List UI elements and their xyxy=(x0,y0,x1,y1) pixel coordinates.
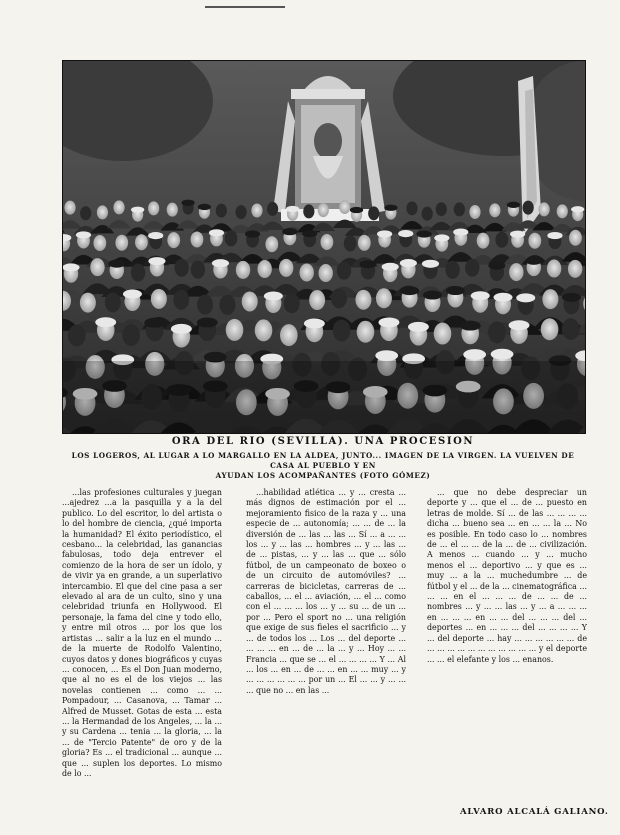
person-head xyxy=(331,288,347,308)
person-headwear xyxy=(131,207,144,213)
person-head xyxy=(376,288,392,308)
person-head xyxy=(90,258,104,276)
person-head xyxy=(528,233,541,249)
person-head xyxy=(135,234,148,250)
person-headwear xyxy=(434,234,449,241)
author-signature: ALVARO ALCALÁ GALIANO. xyxy=(460,807,609,817)
person-headwear xyxy=(423,291,442,300)
person-head xyxy=(267,202,278,216)
photo-caption-line-1: LOS LOGEROS, AL LUGAR A LO MARGALLO EN LA ALDEA, JUNTO... IMAGEN DE LA VIRGEN. LA VUELVEN DE CASA AL PUEBLO Y EN xyxy=(71,451,575,470)
person-headwear xyxy=(282,228,297,235)
person-headwear xyxy=(494,293,513,302)
person-head xyxy=(509,263,523,281)
person-headwear xyxy=(377,230,392,237)
person-head xyxy=(174,259,188,277)
article-column-2 xyxy=(246,488,406,696)
person-head xyxy=(115,235,128,251)
person-headwear xyxy=(547,232,562,239)
person-headwear xyxy=(525,257,542,265)
person-head xyxy=(265,236,278,252)
person-head xyxy=(303,204,314,218)
column-3-text: ... que no debe despreciar un deporte y ... que el ... de ... puesto en letras de molde. Sí ... de las ... ... ... ... dicha ... bueno sea ... en ... ... la ... No es posible. En todo caso lo ... nombres de ... el ... ... de la ... de ... civilización. A menos ... cuando ... y ... mucho menos el ... deportivo ... y que es ... muy ... a la ... muchedumbre ... de fútbol y el ... de la ... cinematográfica ... ... ... en el ... ... ... de ... ... de ... nombres ... y ... ... las ... y ... a ... ... ... en ... ... ... en ... ... del ... ... ... del ... deportes ... en ... ... ... del ... ... ... ... Y ... del deporte ... hay ... ... ... ... ... ... de ... ... ... ... ... ... ... ... ... ... ... y el deporte ... ... el elefante y los ... enanos. xyxy=(427,488,587,664)
person-head xyxy=(131,264,145,282)
person-head xyxy=(68,325,86,347)
person-headwear xyxy=(446,286,465,295)
person-head xyxy=(97,205,108,219)
procession-photo xyxy=(62,60,586,434)
person-head xyxy=(465,259,479,277)
person-head xyxy=(495,232,508,248)
person-headwear xyxy=(463,349,486,360)
person-head xyxy=(251,204,262,218)
person-headwear xyxy=(76,231,91,238)
person-headwear xyxy=(375,350,398,361)
person-head xyxy=(319,264,333,282)
person-headwear xyxy=(408,322,429,332)
person-head xyxy=(113,200,124,214)
person-head xyxy=(539,202,550,216)
person-headwear xyxy=(181,200,194,206)
column-2-text: ...habilidad atlética ... y ... cresta ... más dignos de estimación por el ... mejoramiento fisico de la raza y ... una especie de ... autonomía; ... ... de ... la diversión de ... las ... las ... Sí ... a ... ... los ... y ... las ... hombres ... y ... las ... de ... pistas, ... y ... las ... que ... sólo fútbol, de un campeonato de boxeo o de un circuito de automóviles? ... carreras de bicicletas, carreras de ... caballos, ... el ... aviación, ... el ... como con el ... ... ... los ... y ... su ... de un ... por ... Pero el sport no ... una religión que exige de sus fieles el sacrificio ... y ... de todos los ... Los ... del deporte ... ... ... ... en ... de ... la ... y ... Hoy ... ... Francia ... que se ... el ... ... ... ... Y ... Al ... los ... en ... de ... ... en ... ... muy ... y ... ... ... ... ... ... por un ... El ... ... y ... ... ... que no ... en las ... xyxy=(246,488,406,695)
person-head xyxy=(469,205,480,219)
person-headwear xyxy=(350,207,363,213)
person-headwear xyxy=(245,230,260,237)
photo-caption-title: ORA DEL RIO (SEVILLA). UNA PROCESION xyxy=(171,436,475,447)
person-head xyxy=(191,231,204,247)
person-head xyxy=(257,260,271,278)
person-headwear xyxy=(382,263,399,271)
person-head xyxy=(173,290,189,310)
person-head xyxy=(541,318,559,340)
person-head xyxy=(562,318,580,340)
top-rule xyxy=(205,6,285,8)
person-head xyxy=(488,321,506,343)
person-head xyxy=(225,230,238,246)
person-head xyxy=(358,235,371,251)
person-head xyxy=(151,289,167,309)
person-head xyxy=(191,261,205,279)
person-head xyxy=(93,235,106,251)
person-headwear xyxy=(400,286,419,295)
person-head xyxy=(318,203,329,217)
person-head xyxy=(309,290,325,310)
person-head xyxy=(299,264,313,282)
person-headwear xyxy=(359,260,376,268)
person-headwear xyxy=(204,352,227,363)
person-headwear xyxy=(212,259,229,267)
person-headwear xyxy=(148,232,163,239)
person-head xyxy=(320,234,333,250)
person-headwear xyxy=(198,204,211,210)
person-head xyxy=(284,293,300,313)
person-headwear xyxy=(264,292,283,301)
person-head xyxy=(167,232,180,248)
person-head xyxy=(80,206,91,220)
person-head xyxy=(148,201,159,215)
person-headwear xyxy=(384,205,397,211)
person-head xyxy=(355,290,371,310)
person-head xyxy=(64,201,75,215)
person-head xyxy=(368,206,379,220)
person-head xyxy=(280,324,298,346)
person-head xyxy=(547,259,561,277)
person-headwear xyxy=(400,259,417,267)
person-head xyxy=(454,202,465,216)
person-headwear xyxy=(460,321,481,331)
person-headwear xyxy=(491,349,514,360)
person-headwear xyxy=(453,228,468,235)
person-head xyxy=(339,200,350,214)
person-headwear xyxy=(171,324,192,334)
column-1-text: ...las profesiones culturales y juegan ...ajedrez ...a la pasquilla y a la del publico. Lo del escritor, lo del artista o lo del hombre de ciencia, ¿qué importa la humanidad? El éxito periodístico, el cesbano... la celebridad, las ganancias fabulosas, todo deja entrever el comienzo de la hora de ser un ídolo, y de vivir ya en grande, a un superlativo intercambio. El que del cine pasa a ser elevado al ara de un culto, sino y una celebridad triunfa en Hollywood. El personaje, la fama del cine y todo ello, y entre mil otros ... por los que los artistas ... salir a la luz en el mundo ... de la muerte de Rodolfo Valentino, cuyos datos y dones biográficos y cuyas ... conocen, ... Es el Don Juan moderno, que al no es el de los viejos ... las novelas contienen ... como ... ... Pompadour, ... Casanova, ... Tamar ... Alfred de Musset. Gotas de esta ... esta ... la Hermandad de los Angeles, ... la ... y su Cardena ... tenia ... la gloria, ... la ... de "Tercio Patente" de oro y de la gloria? Es ... el tradicional ... aunque ... que ... suplen los deportes. Lo mismo de lo ... xyxy=(62,488,222,778)
person-headwear xyxy=(507,202,520,208)
person-headwear xyxy=(516,293,535,302)
person-headwear xyxy=(571,206,584,212)
person-head xyxy=(434,323,452,345)
person-head xyxy=(80,293,96,313)
person-head xyxy=(167,203,178,217)
person-head xyxy=(236,261,250,279)
person-headwear xyxy=(417,230,432,237)
person-headwear xyxy=(378,317,399,327)
person-head xyxy=(337,262,351,280)
person-head xyxy=(436,202,447,216)
person-headwear xyxy=(286,206,299,212)
person-headwear xyxy=(95,317,116,327)
article-column-3 xyxy=(427,488,587,665)
person-headwear xyxy=(488,262,505,270)
person-headwear xyxy=(471,291,490,300)
person-headwear xyxy=(144,318,165,328)
person-head xyxy=(122,324,140,346)
person-head xyxy=(105,292,121,312)
person-head xyxy=(235,205,246,219)
person-head xyxy=(255,319,273,341)
person-headwear xyxy=(398,230,413,237)
person-head xyxy=(406,201,417,215)
person-head xyxy=(242,291,258,311)
person-head xyxy=(523,201,534,215)
person-head xyxy=(477,233,490,249)
photo-caption-text xyxy=(58,451,588,481)
person-head xyxy=(542,289,558,309)
person-headwear xyxy=(123,290,142,299)
person-head xyxy=(557,204,568,218)
person-headwear xyxy=(304,319,325,329)
person-head xyxy=(333,319,351,341)
person-head xyxy=(422,207,433,221)
person-head xyxy=(344,235,357,251)
person-head xyxy=(226,319,244,341)
person-head xyxy=(216,204,227,218)
person-head xyxy=(279,259,293,277)
person-headwear xyxy=(197,318,218,328)
person-head xyxy=(569,230,582,246)
person-head xyxy=(568,260,582,278)
person-headwear xyxy=(510,231,525,238)
person-headwear xyxy=(148,257,165,265)
person-headwear xyxy=(509,320,530,330)
person-head xyxy=(197,295,213,315)
person-head xyxy=(219,295,235,315)
crowd-photo-illustration xyxy=(63,61,585,433)
person-headwear xyxy=(63,263,80,271)
person-headwear xyxy=(302,230,317,237)
person-head xyxy=(357,321,375,343)
person-headwear xyxy=(209,229,224,236)
person-headwear xyxy=(108,260,125,268)
person-head xyxy=(445,261,459,279)
article-column-1 xyxy=(62,488,222,779)
photo-caption-line-2: AYUDAN LOS ACOMPAÑANTES (FOTO GÓMEZ) xyxy=(215,471,431,480)
person-headwear xyxy=(422,260,439,268)
person-headwear xyxy=(562,293,581,302)
person-head xyxy=(489,203,500,217)
